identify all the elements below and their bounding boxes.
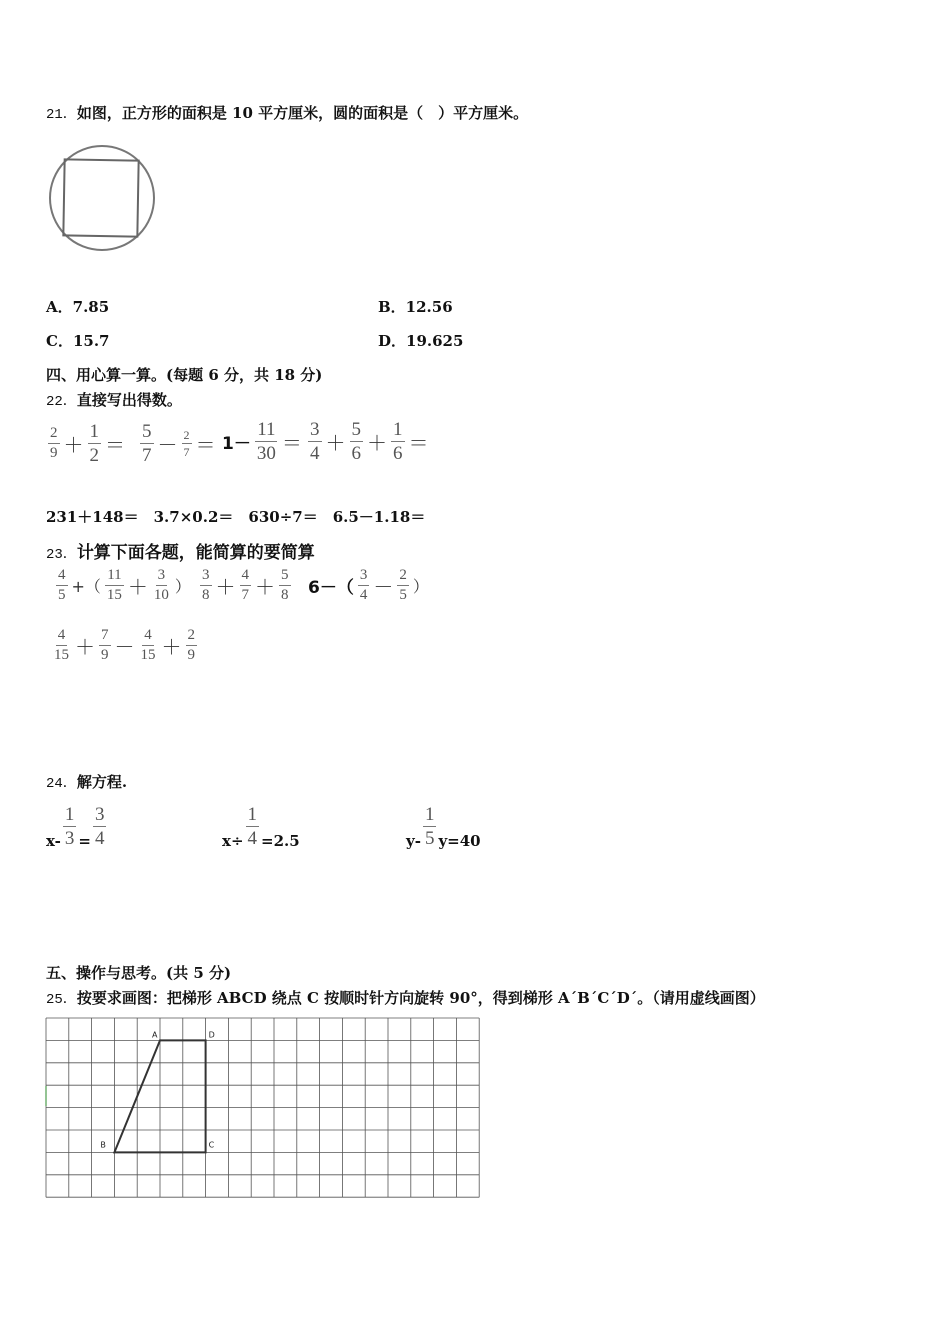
q22-line-2: 231＋148＝ 3.7×0.2＝ 630÷7＝ 6.5－1.18＝ xyxy=(46,508,426,526)
q21-option-a[interactable]: A．7.85 xyxy=(46,298,110,316)
fraction: $\frac{5}{6}$ xyxy=(351,419,361,464)
operator: ＋ xyxy=(127,575,148,599)
q23-expression-1 xyxy=(54,568,193,603)
q25-line xyxy=(46,987,765,1008)
fraction: $\frac{3}{8}$ xyxy=(202,567,210,603)
operator: ＋ xyxy=(75,635,95,659)
operator: ） xyxy=(412,577,429,596)
fraction: $\frac{4}{5}$ xyxy=(58,567,66,603)
q23-text: 计算下面各题，能简算的要简算 xyxy=(76,543,315,563)
fraction: $\frac{3}{10}$ xyxy=(153,567,169,603)
q22-expression-3 xyxy=(220,420,304,463)
grid-lines xyxy=(46,1018,479,1197)
fraction: $\frac{1}{6}$ xyxy=(393,419,403,464)
equation-text: y=40 xyxy=(438,832,481,850)
fraction: $\frac{4}{15}$ xyxy=(140,627,156,663)
q23-number: 23． xyxy=(46,547,77,563)
section-4-title: 四、用心算一算。(每题 6 分，共 18 分) xyxy=(46,366,323,384)
fraction: $\frac{5}{8}$ xyxy=(281,567,289,603)
equals: ＝ xyxy=(195,433,216,457)
fraction: $\frac{2}{5}$ xyxy=(399,567,407,603)
q25-text: 按要求画图：把梯形 ABCD 绕点 C 按顺时针方向旋转 90°，得到梯形 A´B´C´D´。（请用虚线画图） xyxy=(76,989,765,1007)
equation-text: x- xyxy=(46,832,61,850)
operator: +（ xyxy=(71,577,101,596)
q25-number: 25． xyxy=(46,992,77,1008)
q22-line xyxy=(46,389,182,410)
q24-text: 解方程. xyxy=(76,773,128,791)
operator: ＋ xyxy=(161,635,182,659)
fraction: $\frac{2}{9}$ xyxy=(50,425,58,461)
fraction: $\frac{3}{4}$ xyxy=(359,567,368,603)
q21-option-c[interactable]: C．15.7 xyxy=(46,332,110,350)
q24-equation-1 xyxy=(46,802,108,850)
circle-square-figure xyxy=(46,142,158,254)
fraction: $\frac{11}{15}$ xyxy=(106,567,122,603)
q23-expression-3 xyxy=(306,568,431,603)
equals: ＝ xyxy=(408,431,429,455)
equation-text: x÷ xyxy=(222,832,244,850)
q22-expression-4 xyxy=(306,420,431,463)
q22-number: 22． xyxy=(46,394,77,410)
figure-square xyxy=(63,159,138,236)
q24-number: 24． xyxy=(46,776,77,792)
equals: ＝ xyxy=(105,433,125,457)
operator: ＋ xyxy=(367,431,387,455)
q24-equation-2 xyxy=(222,802,300,850)
fraction: $\frac{2}{7}$ xyxy=(183,428,190,459)
operator: 1－ xyxy=(222,434,251,454)
fraction: $\frac{1}{3}$ xyxy=(64,803,75,849)
operator: 6－（ xyxy=(308,578,354,598)
operator: ＋ xyxy=(63,433,84,457)
q21-text: 如图，正方形的面积是 10 平方厘米，圆的面积是（ ）平方厘米。 xyxy=(76,104,529,122)
equation-text: y- xyxy=(406,832,421,850)
fraction: $\frac{1}{4}$ xyxy=(247,803,258,849)
q22-expression-1 xyxy=(46,422,127,465)
operator: ＋ xyxy=(325,431,346,455)
equals: ＝ xyxy=(281,431,302,455)
q23-line xyxy=(46,538,315,563)
fraction: $\frac{5}{7}$ xyxy=(142,421,152,466)
q21-option-b[interactable]: B．12.56 xyxy=(378,298,453,316)
fraction: $\frac{4}{7}$ xyxy=(241,567,249,603)
operator: ＋ xyxy=(215,575,236,599)
fraction: $\frac{11}{30}$ xyxy=(256,419,276,464)
trapezoid-grid[interactable] xyxy=(44,1016,482,1198)
q23-expression-2 xyxy=(198,568,293,603)
fraction: $\frac{3}{4}$ xyxy=(94,803,105,849)
operator: ＋ xyxy=(255,575,275,599)
q24-equation-3 xyxy=(406,802,481,850)
fraction: $\frac{1}{5}$ xyxy=(424,803,435,849)
fraction: $\frac{3}{4}$ xyxy=(310,419,320,464)
q23-expression-4 xyxy=(50,628,199,663)
operator: ） xyxy=(174,577,191,596)
fraction: $\frac{2}{9}$ xyxy=(187,627,195,663)
equation-text: =2.5 xyxy=(261,832,300,850)
fraction: $\frac{7}{9}$ xyxy=(101,627,109,663)
section-5-title: 五、操作与思考。(共 5 分) xyxy=(46,964,232,982)
label-a: A xyxy=(152,1030,158,1040)
label-c: C xyxy=(208,1140,215,1150)
q24-line xyxy=(46,771,127,792)
q21-line xyxy=(46,102,528,123)
label-d: D xyxy=(208,1030,215,1040)
q21-option-d[interactable]: D．19.625 xyxy=(378,332,464,350)
operator: － xyxy=(157,433,178,457)
equation-text: = xyxy=(78,832,91,850)
label-b: B xyxy=(100,1140,106,1150)
fraction: $\frac{1}{2}$ xyxy=(89,421,99,466)
fraction: $\frac{4}{15}$ xyxy=(54,627,69,663)
operator: － xyxy=(114,635,135,659)
operator: － xyxy=(373,575,394,599)
q21-number: 21． xyxy=(46,107,77,123)
q22-expression-2 xyxy=(138,422,218,465)
q22-text: 直接写出得数。 xyxy=(76,391,182,409)
